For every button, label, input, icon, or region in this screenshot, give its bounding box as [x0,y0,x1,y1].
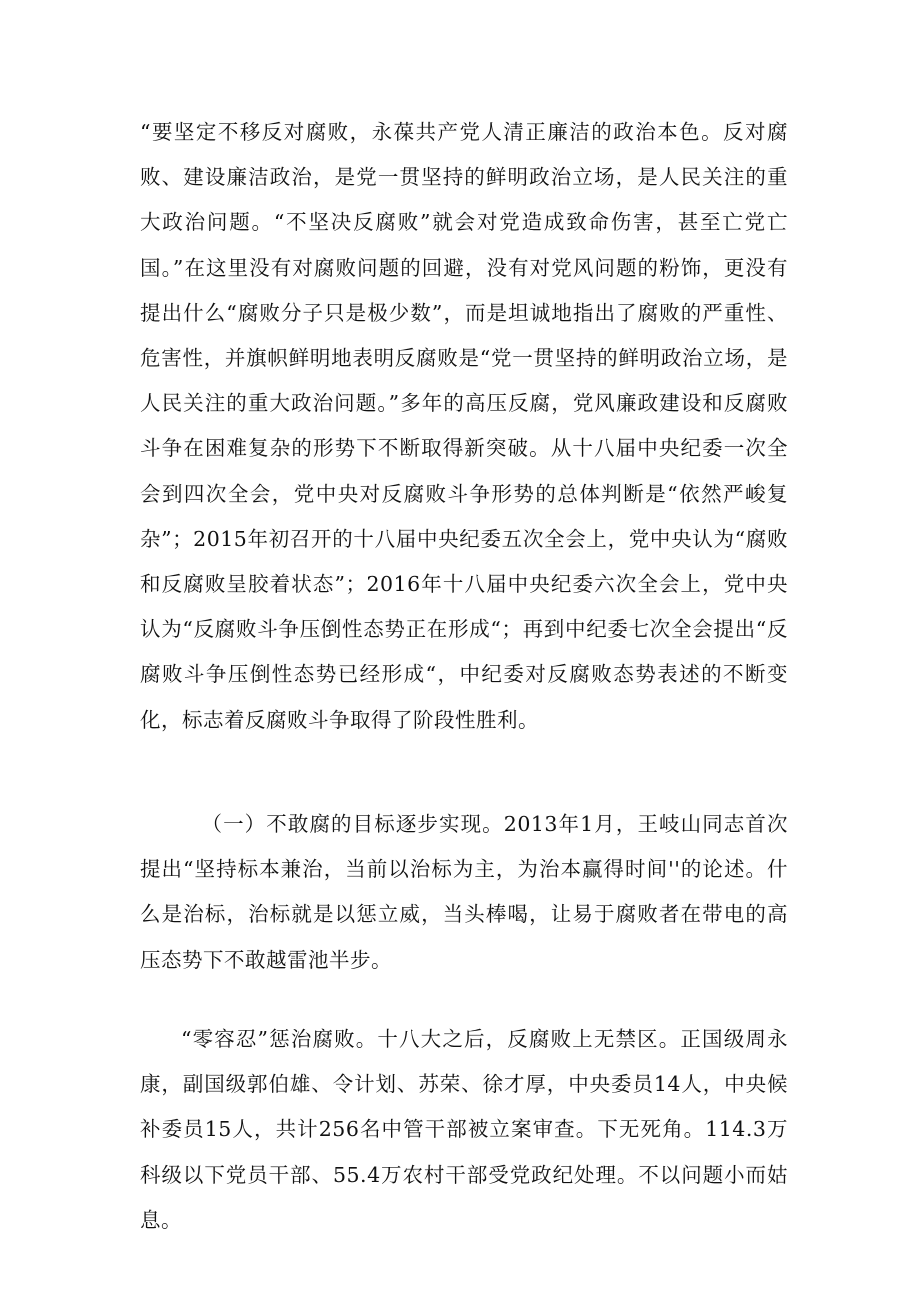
paragraph-zero-tolerance: “零容忍”惩治腐败。十八大之后，反腐败上无禁区。正国级周永康，副国级郭伯雄、令计划、苏荣、徐才厚，中央委员14人，中央候补委员15人，共计256名中管干部被立案审查。下无死角。114.3万科级以下党员干部、55.4万农村干部受党政纪处理。不以问题小而姑息。 [140,1027,788,1232]
paragraph-anti-corruption-stance: “要坚定不移反对腐败，永葆共产党人清正廉洁的政治本色。反对腐败、建设廉洁政治，是党一贯坚持的鲜明政治立场，是人民关注的重大政治问题。“不坚决反腐败”就会对党造成致命伤害，甚至亡党亡国。”在这里没有对腐败问题的回避，没有对党风问题的粉饰，更没有提出什么“腐败分子只是极少数”，而是坦诚地指出了腐败的严重性、危害性，并旗帜鲜明地表明反腐败是“党一贯坚持的鲜明政治立场，是人民关注的重大政治问题。”多年的高压反腐，党风廉政建设和反腐败斗争在困难复杂的形势下不断取得新突破。从十八届中央纪委一次全会到四次全会，党中央对反腐败斗争形势的总体判断是“依然严峻复杂”；2015年初召开的十八届中央纪委五次全会上，党中央认为“腐败和反腐败呈胶着状态”；2016年十八届中央纪委六次全会上，党中央认为“反腐败斗争压倒性态势正在形成“；再到中纪委七次全会提出“反腐败斗争压倒性态势已经形成“，中纪委对反腐败态势表述的不断变化，标志着反腐败斗争取得了阶段性胜利。 [140,120,788,732]
paragraph-section-one-heading: （一）不敢腐的目标逐步实现。2013年1月，王岐山同志首次提出“坚持标本兼治，当前以治标为主，为治本赢得时间''的论述。什么是治标，治标就是以惩立威，当头棒喝，让易于腐败者在带电的高压态势下不敢越雷池半步。 [140,812,788,972]
